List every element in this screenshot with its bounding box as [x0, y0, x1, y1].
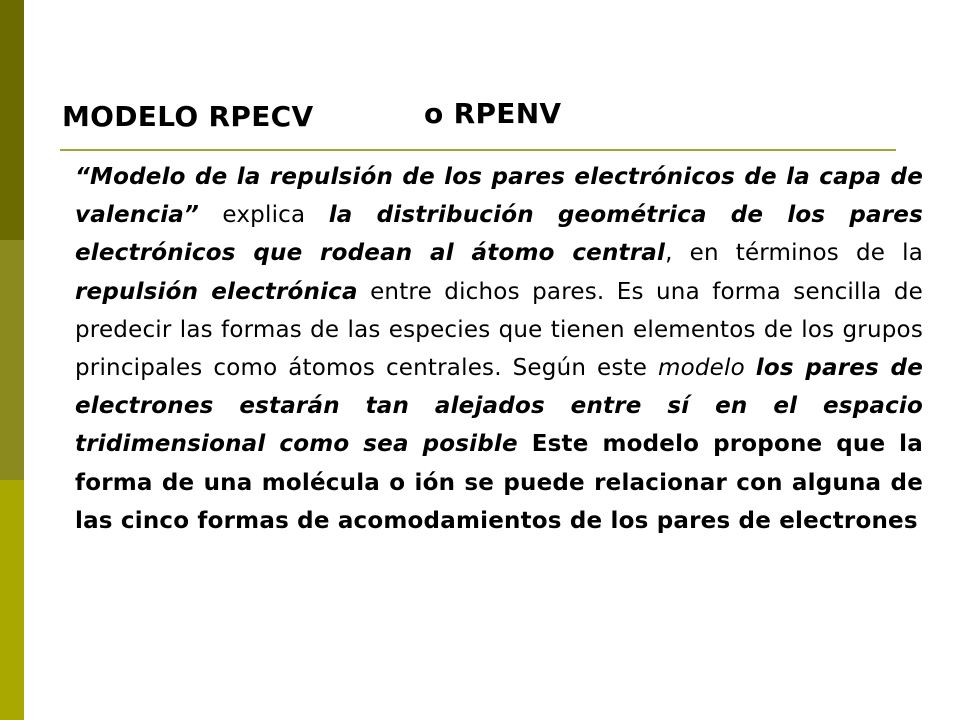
- emphasis-distribution: la distribución geométrica de los pares electrónicos que rodean al átomo central: [75, 202, 924, 267]
- emphasis-pairs-apart: los pares de electrones estarán tan alejados entre sí en el espacio tridimensional como sea posible: [75, 355, 923, 458]
- slide-title-alt: o RPENV: [424, 97, 562, 130]
- sidebar-segment-bottom: [0, 480, 24, 720]
- bold-conclusion: Este modelo propone que la forma de una molécula o ión se puede relacionar con alguna de las cinco formas de acomodamientos de los pares de electrones: [75, 431, 923, 534]
- slide-title-main: MODELO RPECV: [62, 100, 314, 133]
- text-segment: explica: [199, 202, 329, 229]
- body-paragraph: [75, 158, 923, 540]
- italic-modelo: modelo: [658, 355, 745, 382]
- model-name-quote: “Modelo de la repulsión de los pares electrónicos de la capa de valencia”: [75, 164, 923, 229]
- emphasis-repulsion: repulsión electrónica: [75, 278, 358, 305]
- text-segment: [745, 355, 756, 381]
- sidebar-segment-top: [0, 0, 24, 240]
- title-divider: [60, 149, 896, 151]
- sidebar-segment-middle: [0, 240, 24, 480]
- text-segment: , en términos de la: [665, 240, 924, 267]
- text-segment: entre dichos pares. Es una forma sencilla de predecir las formas de las especies que tienen elementos de los grupos principales como átomos centrales. Según este: [75, 278, 924, 382]
- slide-title: [62, 97, 562, 133]
- decorative-sidebar: [0, 0, 24, 720]
